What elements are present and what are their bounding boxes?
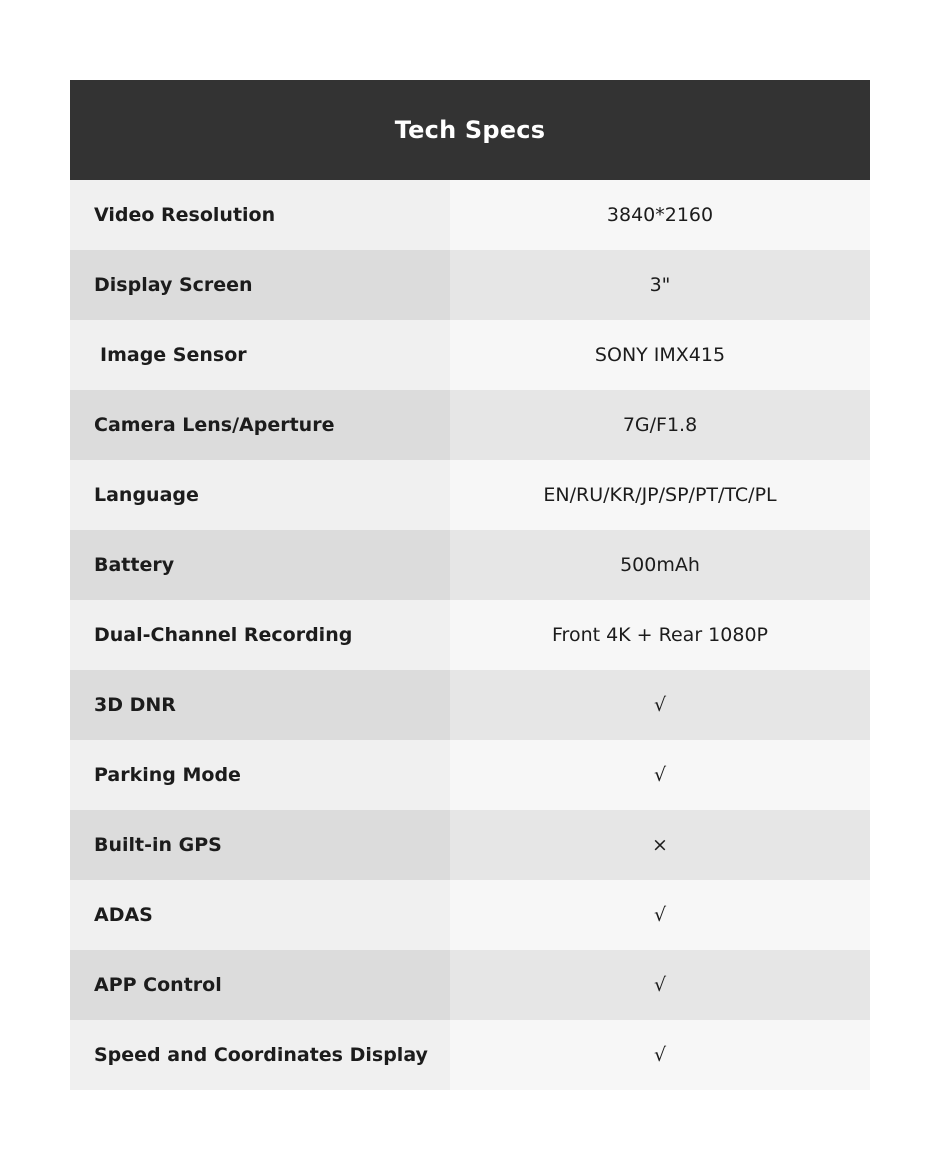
spec-value: √ [450, 670, 870, 740]
table-row [70, 950, 870, 1020]
spec-label: 3D DNR [70, 670, 450, 740]
spec-value: Front 4K + Rear 1080P [450, 600, 870, 670]
spec-value: √ [450, 950, 870, 1020]
spec-label: Display Screen [70, 250, 450, 320]
table-row [70, 740, 870, 810]
spec-label: Language [70, 460, 450, 530]
table-header [70, 80, 870, 180]
table-title: Tech Specs [394, 116, 546, 144]
table-row [70, 460, 870, 530]
table-row [70, 1020, 870, 1090]
table-row [70, 880, 870, 950]
spec-value: × [450, 810, 870, 880]
spec-value: 500mAh [450, 530, 870, 600]
spec-value: 7G/F1.8 [450, 390, 870, 460]
spec-label: Image Sensor [70, 320, 450, 390]
spec-label: Camera Lens/Aperture [70, 390, 450, 460]
spec-label: APP Control [70, 950, 450, 1020]
table-row [70, 670, 870, 740]
spec-label: Parking Mode [70, 740, 450, 810]
spec-label: Speed and Coordinates Display [70, 1020, 450, 1090]
spec-label: ADAS [70, 880, 450, 950]
spec-value: √ [450, 740, 870, 810]
spec-label: Video Resolution [70, 180, 450, 250]
table-row [70, 180, 870, 250]
table-row [70, 530, 870, 600]
spec-label: Built-in GPS [70, 810, 450, 880]
spec-value: 3" [450, 250, 870, 320]
spec-value: 3840*2160 [450, 180, 870, 250]
spec-value: √ [450, 880, 870, 950]
table-row [70, 600, 870, 670]
spec-value: SONY IMX415 [450, 320, 870, 390]
table-row [70, 250, 870, 320]
spec-label: Battery [70, 530, 450, 600]
table-row [70, 810, 870, 880]
spec-label: Dual-Channel Recording [70, 600, 450, 670]
table-row [70, 390, 870, 460]
table-row [70, 320, 870, 390]
tech-specs-table [70, 80, 870, 1090]
spec-value: EN/RU/KR/JP/SP/PT/TC/PL [450, 460, 870, 530]
table-body [70, 180, 870, 1090]
spec-value: √ [450, 1020, 870, 1090]
